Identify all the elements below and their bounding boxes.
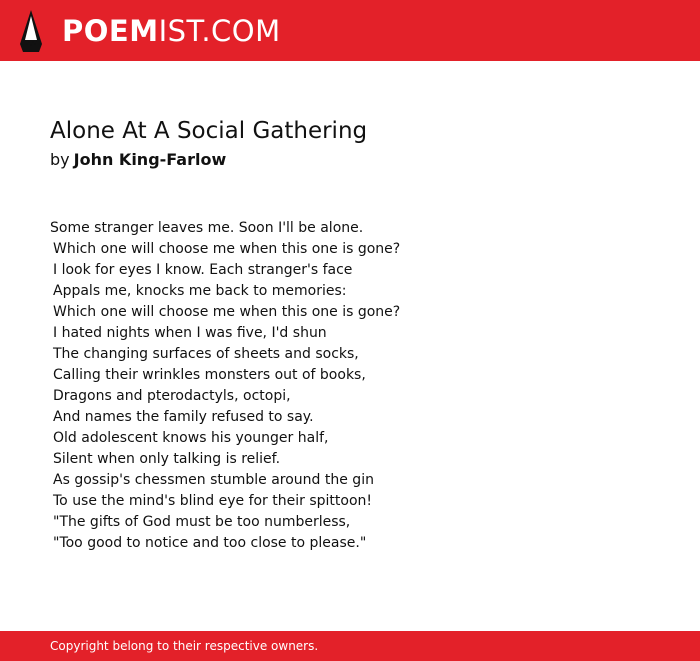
poem-line: Which one will choose me when this one is gone? bbox=[53, 241, 401, 257]
poem-line: To use the mind's blind eye for their spittoon! bbox=[53, 493, 372, 509]
poem-line: Which one will choose me when this one is gone? bbox=[53, 304, 401, 320]
poem-line: Silent when only talking is relief. bbox=[53, 451, 281, 467]
copyright-text: Copyright belong to their respective owners. bbox=[50, 639, 319, 653]
poem-line: "Too good to notice and too close to please." bbox=[53, 535, 367, 551]
poem-line: Appals me, knocks me back to memories: bbox=[53, 283, 347, 299]
poem-line: Calling their wrinkles monsters out of books, bbox=[53, 367, 366, 383]
poem-byline bbox=[50, 149, 650, 171]
by-label: by bbox=[50, 150, 70, 169]
poem-line: Dragons and pterodactyls, octopi, bbox=[53, 388, 291, 404]
poem-line: And names the family refused to say. bbox=[53, 409, 314, 425]
author-name: John King-Farlow bbox=[73, 150, 227, 169]
poem-line: Old adolescent knows his younger half, bbox=[53, 430, 329, 446]
poem-text bbox=[50, 218, 650, 554]
brand-bold-text: POEM bbox=[62, 13, 159, 48]
site-header bbox=[0, 0, 700, 61]
pencil-icon bbox=[16, 9, 46, 53]
poem-line: The changing surfaces of sheets and socks, bbox=[53, 346, 359, 362]
site-footer bbox=[0, 631, 700, 661]
poem-line: Some stranger leaves me. Soon I'll be alone. bbox=[50, 220, 364, 236]
brand-light-text: IST.COM bbox=[158, 13, 281, 48]
poem-line: I hated nights when I was five, I'd shun bbox=[53, 325, 327, 341]
poem-line: As gossip's chessmen stumble around the gin bbox=[53, 472, 374, 488]
site-logo-link[interactable] bbox=[16, 9, 281, 53]
poem-content bbox=[50, 116, 650, 554]
poem-title: Alone At A Social Gathering bbox=[50, 118, 368, 144]
site-brand-name bbox=[62, 13, 281, 48]
poem-line: "The gifts of God must be too numberless, bbox=[53, 514, 351, 530]
poem-line: I look for eyes I know. Each stranger's face bbox=[53, 262, 353, 278]
